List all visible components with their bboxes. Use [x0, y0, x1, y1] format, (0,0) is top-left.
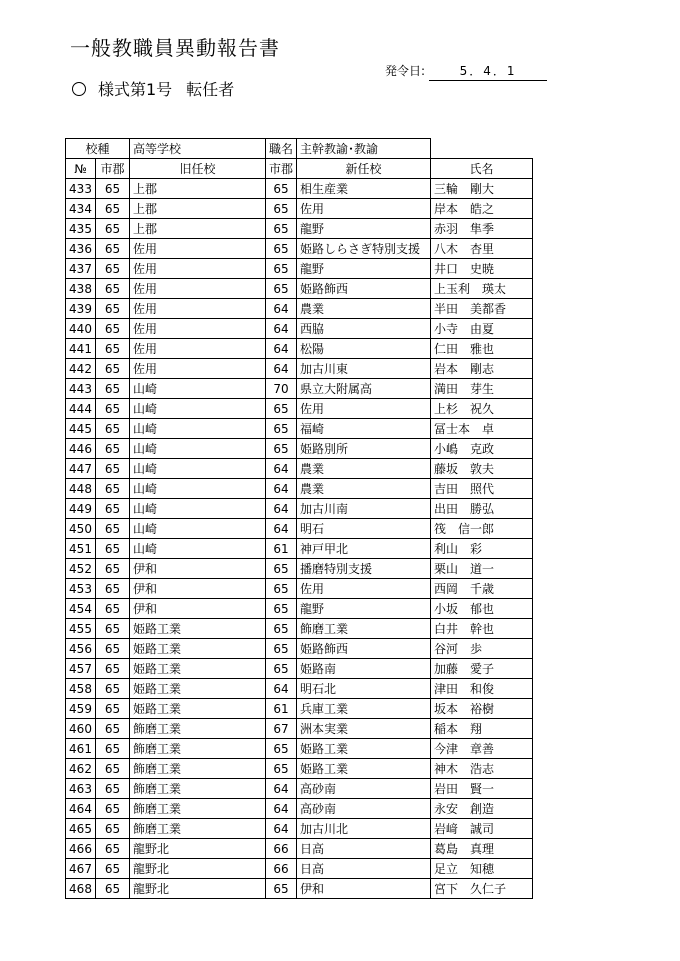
row-new-school: 加古川北	[297, 819, 431, 839]
row-no: 453	[66, 579, 96, 599]
row-old-school: 上郡	[130, 179, 266, 199]
row-old-school: 佐用	[130, 299, 266, 319]
row-city-old: 65	[96, 339, 130, 359]
row-old-school: 伊和	[130, 599, 266, 619]
header-new-school: 新任校	[297, 159, 431, 179]
row-name: 井口 史暁	[431, 259, 533, 279]
row-new-school: 加古川東	[297, 359, 431, 379]
table-row	[66, 379, 533, 399]
table-row	[66, 539, 533, 559]
row-old-school: 佐用	[130, 239, 266, 259]
row-name: 岸本 皓之	[431, 199, 533, 219]
row-no: 441	[66, 339, 96, 359]
row-city-old: 65	[96, 459, 130, 479]
circle-icon	[72, 82, 86, 96]
row-no: 460	[66, 719, 96, 739]
header-old-school: 旧任校	[130, 159, 266, 179]
row-new-school: 佐用	[297, 199, 431, 219]
meta-row	[66, 139, 533, 159]
row-city-new: 65	[266, 259, 297, 279]
row-city-new: 65	[266, 239, 297, 259]
row-name: 今津 章善	[431, 739, 533, 759]
row-city-old: 65	[96, 479, 130, 499]
row-city-old: 65	[96, 879, 130, 899]
row-name: 赤羽 隼季	[431, 219, 533, 239]
row-no: 449	[66, 499, 96, 519]
row-no: 458	[66, 679, 96, 699]
row-name: 岩﨑 誠司	[431, 819, 533, 839]
row-new-school: 明石	[297, 519, 431, 539]
row-new-school: 農業	[297, 459, 431, 479]
row-name: 小嶋 克政	[431, 439, 533, 459]
row-name: 筏 信一郎	[431, 519, 533, 539]
row-no: 465	[66, 819, 96, 839]
row-no: 456	[66, 639, 96, 659]
row-no: 447	[66, 459, 96, 479]
row-name: 満田 芽生	[431, 379, 533, 399]
table-row	[66, 839, 533, 859]
row-new-school: 龍野	[297, 599, 431, 619]
row-name: 利山 彩	[431, 539, 533, 559]
row-old-school: 飾磨工業	[130, 819, 266, 839]
table-row	[66, 359, 533, 379]
row-name: 三輪 剛大	[431, 179, 533, 199]
row-city-new: 65	[266, 279, 297, 299]
row-city-new: 65	[266, 659, 297, 679]
row-old-school: 伊和	[130, 559, 266, 579]
row-name: 出田 勝弘	[431, 499, 533, 519]
row-name: 八木 杏里	[431, 239, 533, 259]
row-name: 冨士本 卓	[431, 419, 533, 439]
school-type-label: 校種	[66, 139, 130, 159]
row-name: 谷河 歩	[431, 639, 533, 659]
row-no: 454	[66, 599, 96, 619]
row-no: 443	[66, 379, 96, 399]
row-new-school: 姫路飾西	[297, 639, 431, 659]
row-city-new: 64	[266, 339, 297, 359]
row-no: 444	[66, 399, 96, 419]
row-no: 459	[66, 699, 96, 719]
row-city-old: 65	[96, 179, 130, 199]
row-name: 葛島 真理	[431, 839, 533, 859]
row-city-old: 65	[96, 259, 130, 279]
row-name: 西岡 千歳	[431, 579, 533, 599]
meta-spacer	[431, 139, 533, 159]
row-no: 446	[66, 439, 96, 459]
row-old-school: 上郡	[130, 199, 266, 219]
row-city-old: 65	[96, 719, 130, 739]
row-new-school: 日高	[297, 859, 431, 879]
row-city-new: 65	[266, 619, 297, 639]
row-city-old: 65	[96, 439, 130, 459]
row-name: 栗山 道一	[431, 559, 533, 579]
row-new-school: 西脇	[297, 319, 431, 339]
row-new-school: 姫路別所	[297, 439, 431, 459]
table-row	[66, 559, 533, 579]
table-row	[66, 659, 533, 679]
row-new-school: 佐用	[297, 399, 431, 419]
row-name: 上杉 祝久	[431, 399, 533, 419]
header-city-new: 市郡	[266, 159, 297, 179]
row-old-school: 姫路工業	[130, 699, 266, 719]
position-value: 主幹教諭･教諭	[297, 139, 431, 159]
row-name: 小寺 由夏	[431, 319, 533, 339]
row-name: 坂本 裕樹	[431, 699, 533, 719]
row-city-new: 64	[266, 819, 297, 839]
row-old-school: 龍野北	[130, 859, 266, 879]
row-new-school: 伊和	[297, 879, 431, 899]
row-old-school: 佐用	[130, 319, 266, 339]
row-city-new: 66	[266, 839, 297, 859]
row-city-old: 65	[96, 379, 130, 399]
row-old-school: 佐用	[130, 339, 266, 359]
row-no: 467	[66, 859, 96, 879]
table-row	[66, 399, 533, 419]
row-old-school: 山崎	[130, 379, 266, 399]
row-new-school: 龍野	[297, 219, 431, 239]
school-type-value: 高等学校	[130, 139, 266, 159]
row-old-school: 山崎	[130, 479, 266, 499]
row-new-school: 姫路南	[297, 659, 431, 679]
table-row	[66, 339, 533, 359]
row-new-school: 佐用	[297, 579, 431, 599]
row-old-school: 姫路工業	[130, 679, 266, 699]
row-city-new: 65	[266, 179, 297, 199]
row-no: 448	[66, 479, 96, 499]
row-no: 450	[66, 519, 96, 539]
row-name: 岩田 賢一	[431, 779, 533, 799]
table-row	[66, 679, 533, 699]
row-no: 433	[66, 179, 96, 199]
row-no: 466	[66, 839, 96, 859]
row-city-old: 65	[96, 599, 130, 619]
table-row	[66, 279, 533, 299]
row-city-new: 64	[266, 319, 297, 339]
row-old-school: 姫路工業	[130, 639, 266, 659]
row-city-old: 65	[96, 199, 130, 219]
row-city-old: 65	[96, 299, 130, 319]
table-row	[66, 799, 533, 819]
issue-date-label: 発令日:	[385, 64, 426, 78]
row-no: 462	[66, 759, 96, 779]
row-name: 小坂 郁也	[431, 599, 533, 619]
row-old-school: 佐用	[130, 259, 266, 279]
row-city-old: 65	[96, 359, 130, 379]
row-new-school: 兵庫工業	[297, 699, 431, 719]
row-city-old: 65	[96, 779, 130, 799]
row-city-new: 64	[266, 519, 297, 539]
row-name: 岩本 剛志	[431, 359, 533, 379]
row-city-new: 61	[266, 699, 297, 719]
row-city-old: 65	[96, 579, 130, 599]
row-city-old: 65	[96, 539, 130, 559]
form-type: 転任者	[186, 80, 235, 99]
row-city-new: 65	[266, 219, 297, 239]
row-old-school: 山崎	[130, 419, 266, 439]
row-city-new: 65	[266, 559, 297, 579]
row-no: 434	[66, 199, 96, 219]
row-new-school: 加古川南	[297, 499, 431, 519]
row-city-old: 65	[96, 639, 130, 659]
row-old-school: 山崎	[130, 539, 266, 559]
row-no: 440	[66, 319, 96, 339]
row-city-new: 61	[266, 539, 297, 559]
row-new-school: 農業	[297, 479, 431, 499]
table-row	[66, 579, 533, 599]
row-old-school: 飾磨工業	[130, 759, 266, 779]
table-row	[66, 779, 533, 799]
row-name: 藤坂 敦夫	[431, 459, 533, 479]
row-city-new: 64	[266, 479, 297, 499]
row-old-school: 龍野北	[130, 879, 266, 899]
row-old-school: 龍野北	[130, 839, 266, 859]
row-new-school: 日高	[297, 839, 431, 859]
table-row	[66, 419, 533, 439]
form-number: 様式第1号	[98, 80, 173, 99]
row-city-new: 66	[266, 859, 297, 879]
row-city-old: 65	[96, 759, 130, 779]
row-city-old: 65	[96, 419, 130, 439]
table-row	[66, 259, 533, 279]
table-row	[66, 599, 533, 619]
row-old-school: 飾磨工業	[130, 739, 266, 759]
table-row	[66, 619, 533, 639]
row-name: 足立 知穂	[431, 859, 533, 879]
row-no: 461	[66, 739, 96, 759]
form-heading	[72, 77, 234, 100]
table-row	[66, 459, 533, 479]
row-no: 438	[66, 279, 96, 299]
row-no: 442	[66, 359, 96, 379]
table-row	[66, 239, 533, 259]
row-city-old: 65	[96, 859, 130, 879]
table-body	[66, 179, 533, 899]
table-row	[66, 299, 533, 319]
row-old-school: 飾磨工業	[130, 779, 266, 799]
row-new-school: 高砂南	[297, 799, 431, 819]
row-city-old: 65	[96, 799, 130, 819]
row-city-old: 65	[96, 699, 130, 719]
row-new-school: 相生産業	[297, 179, 431, 199]
row-old-school: 山崎	[130, 459, 266, 479]
table-row	[66, 519, 533, 539]
row-city-new: 65	[266, 599, 297, 619]
row-city-new: 64	[266, 299, 297, 319]
table-row	[66, 219, 533, 239]
table-row	[66, 879, 533, 899]
row-new-school: 姫路飾西	[297, 279, 431, 299]
row-city-new: 65	[266, 879, 297, 899]
row-old-school: 佐用	[130, 279, 266, 299]
table-row	[66, 319, 533, 339]
row-new-school: 神戸甲北	[297, 539, 431, 559]
row-old-school: 飾磨工業	[130, 719, 266, 739]
row-city-old: 65	[96, 559, 130, 579]
row-city-old: 65	[96, 519, 130, 539]
row-city-old: 65	[96, 499, 130, 519]
row-old-school: 姫路工業	[130, 659, 266, 679]
row-new-school: 姫路しらさぎ特別支援	[297, 239, 431, 259]
row-name: 仁田 雅也	[431, 339, 533, 359]
row-name: 宮下 久仁子	[431, 879, 533, 899]
table-row	[66, 639, 533, 659]
row-new-school: 福崎	[297, 419, 431, 439]
row-city-new: 67	[266, 719, 297, 739]
row-city-old: 65	[96, 839, 130, 859]
row-city-new: 65	[266, 199, 297, 219]
row-city-old: 65	[96, 679, 130, 699]
row-name: 永安 創造	[431, 799, 533, 819]
row-name: 半田 美都香	[431, 299, 533, 319]
row-no: 452	[66, 559, 96, 579]
row-no: 463	[66, 779, 96, 799]
row-new-school: 洲本実業	[297, 719, 431, 739]
row-city-old: 65	[96, 619, 130, 639]
row-no: 468	[66, 879, 96, 899]
row-city-new: 65	[266, 579, 297, 599]
row-no: 451	[66, 539, 96, 559]
row-no: 445	[66, 419, 96, 439]
table-row	[66, 719, 533, 739]
row-city-old: 65	[96, 319, 130, 339]
row-new-school: 龍野	[297, 259, 431, 279]
row-city-new: 70	[266, 379, 297, 399]
row-no: 457	[66, 659, 96, 679]
row-no: 439	[66, 299, 96, 319]
row-city-old: 65	[96, 399, 130, 419]
row-name: 稲本 翔	[431, 719, 533, 739]
row-city-new: 64	[266, 499, 297, 519]
row-city-old: 65	[96, 239, 130, 259]
row-no: 435	[66, 219, 96, 239]
row-new-school: 姫路工業	[297, 739, 431, 759]
row-city-old: 65	[96, 739, 130, 759]
row-old-school: 上郡	[130, 219, 266, 239]
row-city-old: 65	[96, 819, 130, 839]
row-city-new: 65	[266, 739, 297, 759]
row-old-school: 飾磨工業	[130, 799, 266, 819]
row-city-old: 65	[96, 219, 130, 239]
header-city-old: 市郡	[96, 159, 130, 179]
row-new-school: 松陽	[297, 339, 431, 359]
row-no: 436	[66, 239, 96, 259]
header-name: 氏名	[431, 159, 533, 179]
row-new-school: 姫路工業	[297, 759, 431, 779]
row-new-school: 播磨特別支援	[297, 559, 431, 579]
row-name: 吉田 照代	[431, 479, 533, 499]
row-city-new: 64	[266, 359, 297, 379]
row-name: 津田 和俊	[431, 679, 533, 699]
row-name: 白井 幹也	[431, 619, 533, 639]
row-name: 加藤 愛子	[431, 659, 533, 679]
row-city-new: 65	[266, 639, 297, 659]
row-new-school: 県立大附属高	[297, 379, 431, 399]
table-row	[66, 759, 533, 779]
table-row	[66, 439, 533, 459]
table-row	[66, 859, 533, 879]
row-new-school: 農業	[297, 299, 431, 319]
header-row	[66, 159, 533, 179]
issue-date	[385, 62, 547, 81]
row-old-school: 佐用	[130, 359, 266, 379]
table-row	[66, 499, 533, 519]
position-label: 職名	[266, 139, 297, 159]
row-no: 464	[66, 799, 96, 819]
row-city-new: 64	[266, 679, 297, 699]
table-row	[66, 179, 533, 199]
row-no: 437	[66, 259, 96, 279]
row-new-school: 高砂南	[297, 779, 431, 799]
table-row	[66, 199, 533, 219]
transfer-table	[65, 138, 533, 899]
table-row	[66, 739, 533, 759]
row-old-school: 山崎	[130, 399, 266, 419]
row-name: 神木 浩志	[431, 759, 533, 779]
table-row	[66, 819, 533, 839]
row-city-new: 64	[266, 459, 297, 479]
row-city-new: 65	[266, 419, 297, 439]
header-no: №	[66, 159, 96, 179]
row-old-school: 山崎	[130, 519, 266, 539]
row-city-new: 65	[266, 399, 297, 419]
row-city-old: 65	[96, 659, 130, 679]
row-city-new: 64	[266, 779, 297, 799]
row-old-school: 山崎	[130, 499, 266, 519]
issue-date-value: 5．4．1	[429, 62, 547, 81]
table-row	[66, 699, 533, 719]
row-name: 上玉利 瑛太	[431, 279, 533, 299]
row-city-new: 64	[266, 799, 297, 819]
row-new-school: 明石北	[297, 679, 431, 699]
row-city-new: 65	[266, 759, 297, 779]
row-old-school: 山崎	[130, 439, 266, 459]
table-row	[66, 479, 533, 499]
page-title: 一般教職員異動報告書	[70, 36, 280, 60]
row-new-school: 飾磨工業	[297, 619, 431, 639]
row-old-school: 伊和	[130, 579, 266, 599]
row-old-school: 姫路工業	[130, 619, 266, 639]
row-no: 455	[66, 619, 96, 639]
row-city-old: 65	[96, 279, 130, 299]
row-city-new: 65	[266, 439, 297, 459]
